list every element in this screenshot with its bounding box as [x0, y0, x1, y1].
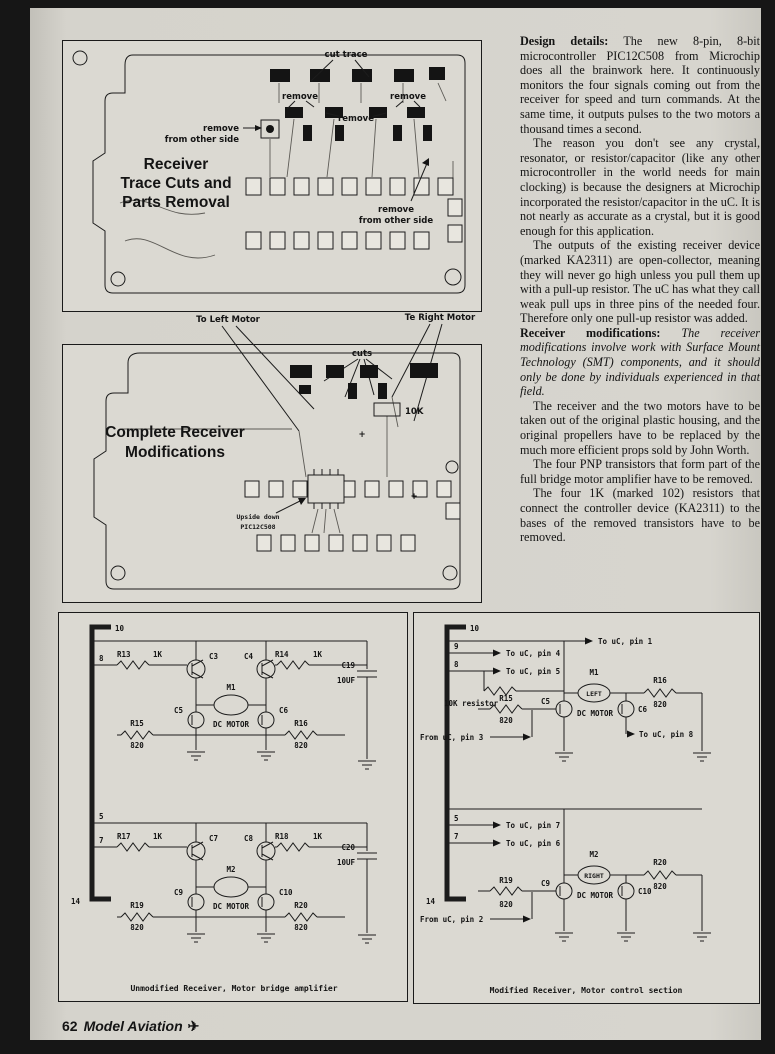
- part-label: C20: [341, 843, 355, 852]
- part-value: 10UF: [336, 676, 355, 685]
- part-label: C7: [209, 834, 219, 843]
- part-label: DC MOTOR: [212, 720, 250, 729]
- part-label: R15: [499, 694, 513, 703]
- mounting-hole: [111, 272, 125, 286]
- part-label: C5: [173, 706, 183, 715]
- label-cuts: cuts: [351, 349, 373, 359]
- part-value: 820: [653, 700, 667, 709]
- part-label: C19: [341, 661, 355, 670]
- diagram-title-line: Receiver: [143, 156, 209, 173]
- uc-label: To uC, pin 8: [639, 730, 694, 739]
- diagram-modifications-panel: [62, 309, 483, 603]
- part-value: 820: [653, 882, 667, 891]
- schematic-unmodified-panel: [58, 612, 408, 1002]
- label-10k: 10K: [405, 407, 424, 417]
- paragraph: [520, 457, 760, 486]
- paragraph-design-details: [520, 34, 760, 136]
- pin-label: 5: [99, 812, 104, 821]
- part-label: C6: [279, 706, 289, 715]
- label-to-right-motor: Te Right Motor: [404, 313, 476, 323]
- label-remove-other-side: remove: [203, 124, 239, 134]
- part-label: C4: [243, 652, 253, 661]
- part-label: C10: [279, 888, 293, 897]
- component-pads: [246, 178, 462, 249]
- schematic-unmodified: [59, 613, 407, 1001]
- pin-label: 7: [454, 832, 459, 841]
- part-value: 1K: [313, 650, 323, 659]
- paragraph-body: The four 1K (marked 102) resistors that connect the controller device (KA2311) to the bases of the removed transistors have to be removed.: [520, 486, 760, 545]
- diagram-trace-cuts-panel: [62, 40, 482, 312]
- airplane-icon: ✈: [187, 1018, 200, 1034]
- pin-label: 5: [454, 814, 459, 823]
- pcb-outline: [73, 51, 465, 293]
- paragraph: [520, 486, 760, 544]
- schematic-modified-panel: [413, 612, 760, 1004]
- part-label: M2: [589, 850, 599, 859]
- paragraph: [520, 136, 760, 238]
- paragraph-receiver-modifications: [520, 326, 760, 399]
- uc-label: To uC, pin 7: [506, 821, 561, 830]
- page-number: 62: [62, 1018, 78, 1034]
- diagram-title-line: Parts Removal: [122, 194, 230, 211]
- label-remove: remove: [390, 92, 426, 102]
- part-value: 820: [130, 923, 144, 932]
- label-plus-pad: +: [410, 492, 418, 502]
- label-upside-down: Upside down: [236, 513, 280, 521]
- part-label: R15: [130, 719, 144, 728]
- part-label: DC MOTOR: [576, 709, 614, 718]
- part-label: DC MOTOR: [212, 902, 250, 911]
- part-label: M2: [226, 865, 236, 874]
- diagram-title-line: Trace Cuts and: [120, 175, 232, 192]
- label-upside-down: PIC12C508: [240, 523, 276, 531]
- part-value: 1K: [153, 832, 163, 841]
- part-label: C9: [540, 879, 550, 888]
- part-label: R18: [275, 832, 289, 841]
- components-to-remove: [270, 67, 445, 141]
- uc-label: To uC, pin 1: [598, 637, 653, 646]
- label-remove-other-side: remove: [378, 205, 414, 215]
- part-other-side: [266, 125, 274, 133]
- part-label: R17: [117, 832, 131, 841]
- motor-name: RIGHT: [584, 872, 604, 880]
- pin-label: 10: [115, 624, 125, 633]
- schematic-modified: [414, 613, 759, 1003]
- pin-label: 8: [454, 660, 459, 669]
- part-value: 1K: [153, 650, 163, 659]
- part-label: C3: [209, 652, 219, 661]
- pin-label: 14: [71, 897, 81, 906]
- uc-label: From uC, pin 2: [420, 915, 484, 924]
- schematic-caption: Modified Receiver, Motor control section: [489, 986, 683, 995]
- part-label: R20: [653, 858, 667, 867]
- uc-label: To uC, pin 6: [506, 839, 561, 848]
- part-value: 820: [294, 923, 308, 932]
- uc-label: To uC, pin 5: [506, 667, 561, 676]
- part-label: C8: [243, 834, 253, 843]
- pin-label: 14: [426, 897, 436, 906]
- mounting-hole: [73, 51, 87, 65]
- pin-label: 8: [99, 654, 104, 663]
- paragraph-body: The outputs of the existing receiver device (marked KA2311) are open-collector, meaning they will never go high unless you pull them up with a pull-up resistor. The uC has what they call weak pull ups in three pins of the needed four. Therefore only one pull-up resistor was added.: [520, 238, 760, 326]
- motor-name: LEFT: [586, 690, 602, 698]
- part-label: R14: [275, 650, 289, 659]
- part-label: M1: [226, 683, 236, 692]
- schematic-wiring: [92, 627, 377, 943]
- paragraph-lead: Design details:: [520, 34, 609, 48]
- label-remove-other-side: from other side: [358, 216, 434, 226]
- pin-label: 9: [454, 642, 459, 651]
- part-label: C10: [638, 887, 652, 896]
- part-label: C5: [540, 697, 550, 706]
- article-column: [520, 34, 760, 545]
- label-to-left-motor: To Left Motor: [196, 315, 260, 325]
- schematic-caption: Unmodified Receiver, Motor bridge amplifier: [130, 984, 338, 993]
- part-label: R19: [499, 876, 513, 885]
- label-cut-trace: cut trace: [324, 50, 368, 60]
- paragraph-lead: Receiver modifications:: [520, 325, 661, 340]
- paragraph-body: The receiver and the two motors have to be taken out of the original plastic housing, and the original propellers have to be replaced by the much more efficient props sold by John Worth.: [520, 398, 760, 457]
- diagram-frame: [63, 345, 482, 603]
- pin-label: 10: [470, 624, 480, 633]
- label-plus-pad: +: [358, 430, 366, 440]
- arrowhead: [422, 158, 429, 166]
- part-label: DC MOTOR: [576, 891, 614, 900]
- pin-label: 7: [99, 836, 104, 845]
- pcb-diagram-trace-cuts: [63, 41, 481, 311]
- diagram-title-line: Modifications: [125, 444, 225, 461]
- part-label: R16: [653, 676, 667, 685]
- part-label: R20: [294, 901, 308, 910]
- part-label: R16: [294, 719, 308, 728]
- part-label: C6: [638, 705, 648, 714]
- label-remove: remove: [282, 92, 318, 102]
- label-remove-other-side: from other side: [164, 135, 239, 145]
- uc-label: From uC, pin 3: [420, 733, 484, 742]
- paragraph-body: The new 8-pin, 8-bit microcontroller PIC12C508 from Microchip does all the brainwork here. It continuously monitors the four signals coming out from the receiver for speed and turn commands. At the same time, it outputs pulses to the two motors a thousand times a second.: [520, 34, 761, 136]
- paragraph-body: The four PNP transistors that form part of the full bridge motor amplifier have to be removed.: [520, 457, 760, 486]
- mounting-hole: [445, 269, 461, 285]
- part-label: R19: [130, 901, 144, 910]
- uc-label: To uC, pin 4: [506, 649, 561, 658]
- part-label: 10K resistor: [444, 699, 499, 708]
- paragraph: [520, 399, 760, 457]
- part-value: 10UF: [336, 858, 355, 867]
- label-remove: remove: [338, 114, 374, 124]
- part-value: 820: [294, 741, 308, 750]
- part-value: 820: [499, 900, 513, 909]
- part-label: C9: [173, 888, 183, 897]
- part-value: 820: [130, 741, 144, 750]
- paragraph: [520, 238, 760, 326]
- part-value: 1K: [313, 832, 323, 841]
- part-value: 820: [499, 716, 513, 725]
- page-footer: [62, 1018, 199, 1035]
- pcb-diagram-modifications: [62, 309, 482, 603]
- part-label: M1: [589, 668, 599, 677]
- paragraph-body-italic: The receiver modifications involve work with Surface Mount Technology (SMT) components, and it should only be done by individuals experienced in that field.: [520, 325, 761, 399]
- diagram-title-line: Complete Receiver: [105, 424, 245, 441]
- part-label: R13: [117, 650, 131, 659]
- magazine-name: Model Aviation: [83, 1018, 183, 1034]
- paragraph-body: The reason you don't see any crystal, resonator, or resistor/capacitor (like any other microcontroller in the world needs for main clocking) is because the designers at Microchip incorporated the resistor/capacitor in the uC. It is not nearly as accurate as a crystal, but it is good enough for this application.: [520, 136, 760, 238]
